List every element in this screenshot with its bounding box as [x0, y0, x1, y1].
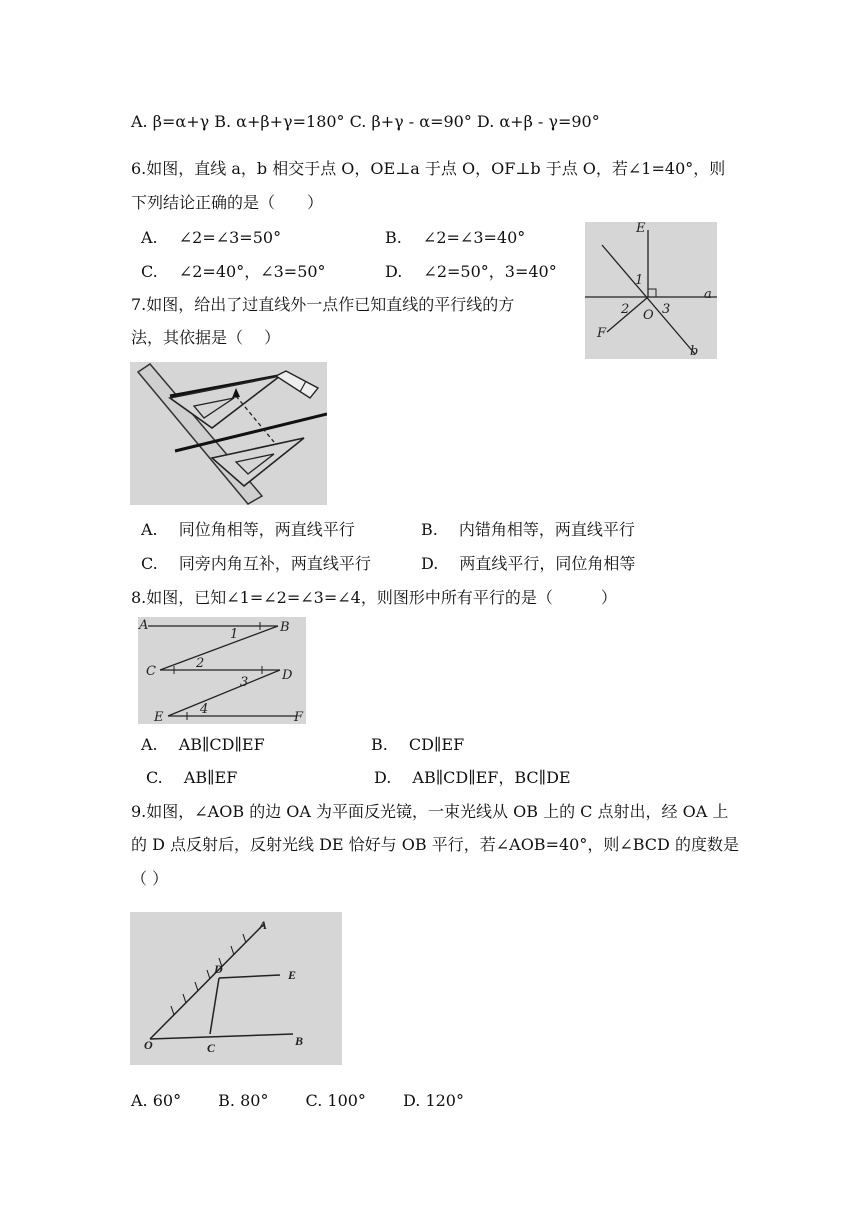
- q8-stem: 8.如图，已知∠1=∠2=∠3=∠4，则图形中所有平行的是（ ）: [131, 588, 617, 607]
- label-f: F: [294, 710, 304, 724]
- q9-stem-line3: （ ）: [131, 869, 169, 888]
- label-b: b: [690, 344, 699, 359]
- q6-option-c: C. ∠2=40°，∠3=50°: [141, 262, 326, 281]
- q8-option-b: B. CD∥EF: [371, 735, 465, 754]
- label-4: 4: [200, 702, 209, 717]
- ray-cd: [210, 978, 219, 1034]
- q7-figure: [130, 362, 327, 505]
- q7-option-c: C. 同旁内角互补，两直线平行: [141, 554, 371, 573]
- q7-stem-line2: 法，其依据是（ ）: [131, 328, 281, 347]
- label-a: A: [259, 918, 268, 932]
- q9-stem-line1: 9.如图，∠AOB 的边 OA 为平面反光镜，一束光线从 OB 上的 C 点射出，经 OA 上: [131, 802, 729, 821]
- label-b: B: [280, 620, 290, 635]
- label-2: 2: [196, 656, 205, 671]
- label-b: B: [295, 1034, 304, 1048]
- set-square-lower: [212, 438, 304, 486]
- mirror-oa: [150, 924, 264, 1039]
- ray-de: [219, 975, 280, 978]
- q8-figure: [138, 617, 306, 724]
- label-1: 1: [635, 273, 644, 288]
- mirror-hatch: [171, 934, 246, 1015]
- label-1: 1: [230, 627, 239, 642]
- label-c: C: [207, 1041, 216, 1055]
- q7-option-d: D. 两直线平行，同位角相等: [421, 554, 636, 573]
- q6-figure: [585, 222, 717, 359]
- label-d: D: [282, 668, 293, 683]
- q6-option-d: D. ∠2=50°，3=40°: [385, 262, 557, 281]
- label-3: 3: [240, 675, 249, 690]
- right-angle-mark: [648, 289, 656, 297]
- q6-option-a: A. ∠2=∠3=50°: [141, 228, 282, 247]
- q6-option-b: B. ∠2=∠3=40°: [385, 228, 526, 247]
- q7-option-b: B. 内错角相等，两直线平行: [421, 520, 635, 539]
- label-e: E: [636, 222, 646, 236]
- label-c: C: [146, 664, 156, 679]
- q6-stem-line2: 下列结论正确的是（ ）: [131, 193, 324, 212]
- label-3: 3: [662, 302, 671, 317]
- label-f: F: [597, 326, 607, 341]
- label-o: O: [144, 1038, 153, 1052]
- pencil: [276, 371, 318, 398]
- label-o: O: [643, 308, 654, 323]
- q9-stem-line2: 的 D 点反射后，反射光线 DE 恰好与 OB 平行，若∠AOB=40°，则∠BCD 的度数是: [131, 835, 739, 854]
- label-d: D: [214, 962, 223, 976]
- label-e: E: [288, 968, 297, 982]
- q7-stem-line1: 7.如图，给出了过直线外一点作已知直线的平行线的方: [131, 295, 515, 314]
- label-2: 2: [621, 302, 630, 317]
- label-a: a: [704, 287, 712, 302]
- line-bc: [160, 626, 278, 670]
- q8-option-a: A. AB∥CD∥EF: [141, 735, 265, 754]
- line-de: [168, 670, 280, 716]
- q6-stem-line1: 6.如图，直线 a，b 相交于点 O，OE⊥a 于点 O，OF⊥b 于点 O，若∠1=40°，则: [131, 159, 726, 178]
- q7-option-a: A. 同位角相等，两直线平行: [141, 520, 355, 539]
- q9-options: A. 60° B. 80° C. 100° D. 120°: [131, 1091, 464, 1110]
- label-e: E: [154, 710, 164, 724]
- ray-ob: [150, 1034, 293, 1039]
- q9-figure: [130, 912, 342, 1065]
- label-a: A: [139, 618, 149, 633]
- q5-options: A. β=α+γ B. α+β+γ=180° C. β+γ - α=90° D. α+β - γ=90°: [131, 112, 600, 131]
- q8-option-c: C. AB∥EF: [146, 768, 238, 787]
- q8-option-d: D. AB∥CD∥EF，BC∥DE: [374, 768, 571, 787]
